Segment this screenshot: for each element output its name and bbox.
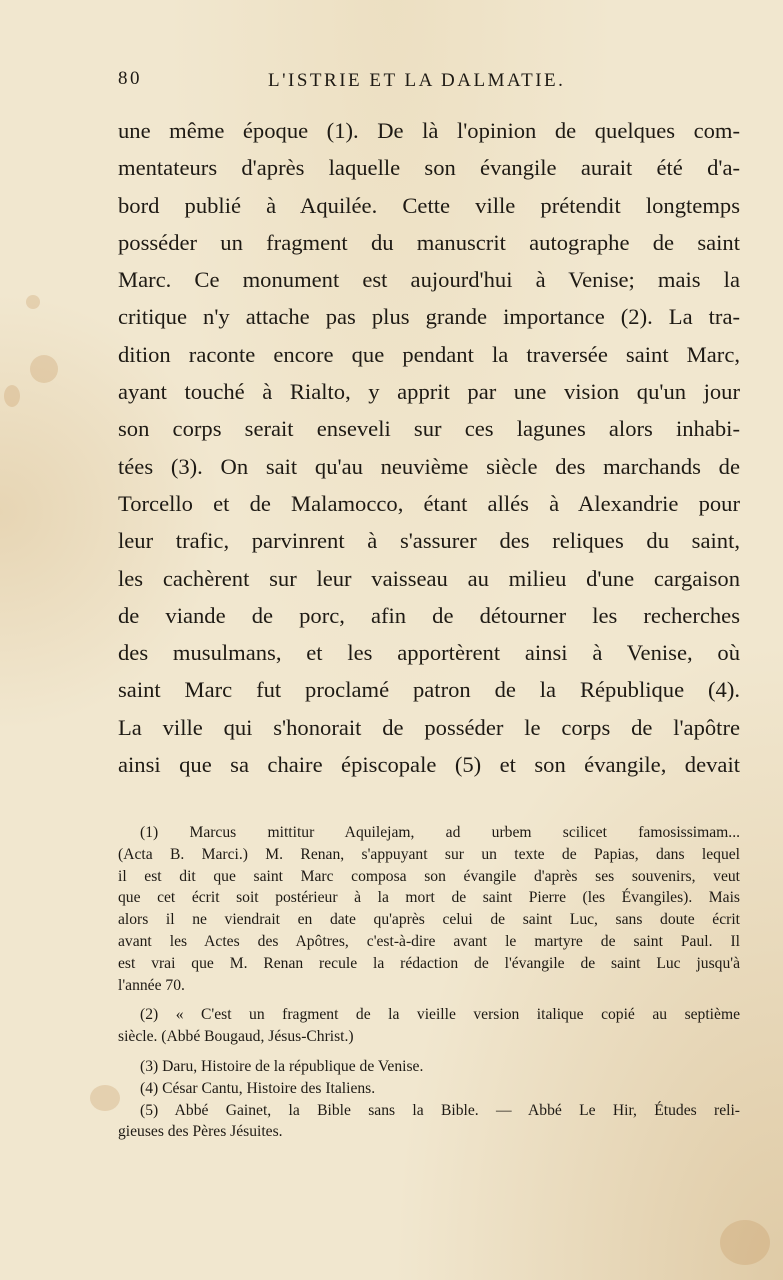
main-text xyxy=(118,112,740,783)
text-line: leur trafic, parvinrent à s'assurer des reliques du saint, xyxy=(118,528,740,554)
text-line: ayant touché à Rialto, y apprit par une vision qu'un jour xyxy=(118,379,740,405)
text-line: saint Marc fut proclamé patron de la République (4). xyxy=(118,677,740,703)
footnote-line: il est dit que saint Marc composa son évangile d'après ses souvenirs, veut xyxy=(118,867,740,885)
foxing-stain xyxy=(4,385,20,407)
footnote-line: (Acta B. Marci.) M. Renan, s'appuyant sur un texte de Papias, dans lequel xyxy=(118,845,740,863)
footnote-5 xyxy=(118,1100,740,1144)
footnote-1 xyxy=(118,822,740,996)
foxing-stain xyxy=(30,355,58,383)
text-line: de viande de porc, afin de détourner les recherches xyxy=(118,602,740,628)
text-line: dition raconte encore que pendant la traversée saint Marc, xyxy=(118,341,740,367)
foxing-stain xyxy=(720,1220,770,1265)
footnote-line: gieuses des Pères Jésuites. xyxy=(118,1123,283,1141)
text-line: ainsi que sa chaire épiscopale (5) et son évangile, devait xyxy=(118,752,740,778)
footnotes xyxy=(118,822,740,1143)
foxing-stain xyxy=(90,1085,120,1111)
text-line: La ville qui s'honorait de posséder le corps de l'apôtre xyxy=(118,714,740,740)
footnote-line: l'année 70. xyxy=(118,976,185,994)
footnote-3 xyxy=(118,1056,740,1078)
footnote-line: (4) César Cantu, Histoire des Italiens. xyxy=(140,1079,376,1097)
text-line: posséder un fragment du manuscrit autographe de saint xyxy=(118,229,740,255)
text-line: les cachèrent sur leur vaisseau au milieu d'une cargaison xyxy=(118,565,740,591)
footnote-line: (3) Daru, Histoire de la république de Venise. xyxy=(140,1057,424,1075)
text-line: des musulmans, et les apportèrent ainsi à Venise, où xyxy=(118,640,740,666)
footnote-line: siècle. (Abbé Bougaud, Jésus-Christ.) xyxy=(118,1028,354,1046)
footnote-2 xyxy=(118,1004,740,1048)
footnote-line: (1) Marcus mittitur Aquilejam, ad urbem scilicet famosissimam... xyxy=(140,824,740,841)
footnote-line: est vrai que M. Renan recule la rédaction de l'évangile de saint Luc jusqu'à xyxy=(118,954,740,972)
footnote-line: alors il ne viendrait en date qu'après celui de saint Luc, sans doute écrit xyxy=(118,911,740,929)
footnote-line: (5) Abbé Gainet, la Bible sans la Bible. — Abbé Le Hir, Études reli- xyxy=(140,1101,740,1119)
text-line: tées (3). On sait qu'au neuvième siècle des marchands de xyxy=(118,453,740,479)
footnote-line: (2) « C'est un fragment de la vieille version italique copié au septième xyxy=(140,1006,740,1024)
page-number: 80 xyxy=(118,68,142,89)
text-line: critique n'y attache pas plus grande importance (2). La tra- xyxy=(118,304,740,330)
foxing-stain xyxy=(26,295,40,309)
text-line: une même époque (1). De là l'opinion de quelques com- xyxy=(118,118,740,143)
footnote-line: avant les Actes des Apôtres, c'est-à-dire avant le martyre de saint Paul. Il xyxy=(118,932,740,950)
footnote-4 xyxy=(118,1078,740,1100)
footnote-line: que cet écrit soit postérieur à la mort de saint Pierre (les Évangiles). Mais xyxy=(118,889,740,907)
text-line: son corps serait enseveli sur ces lagunes alors inhabi- xyxy=(118,416,740,442)
text-line: Torcello et de Malamocco, étant allés à Alexandrie pour xyxy=(118,490,740,516)
running-title: L'ISTRIE ET LA DALMATIE. xyxy=(268,70,566,91)
text-line: bord publié à Aquilée. Cette ville prétendit longtemps xyxy=(118,192,740,218)
page-header xyxy=(118,68,748,98)
text-line: Marc. Ce monument est aujourd'hui à Venise; mais la xyxy=(118,267,740,293)
text-line: mentateurs d'après laquelle son évangile aurait été d'a- xyxy=(118,155,740,181)
